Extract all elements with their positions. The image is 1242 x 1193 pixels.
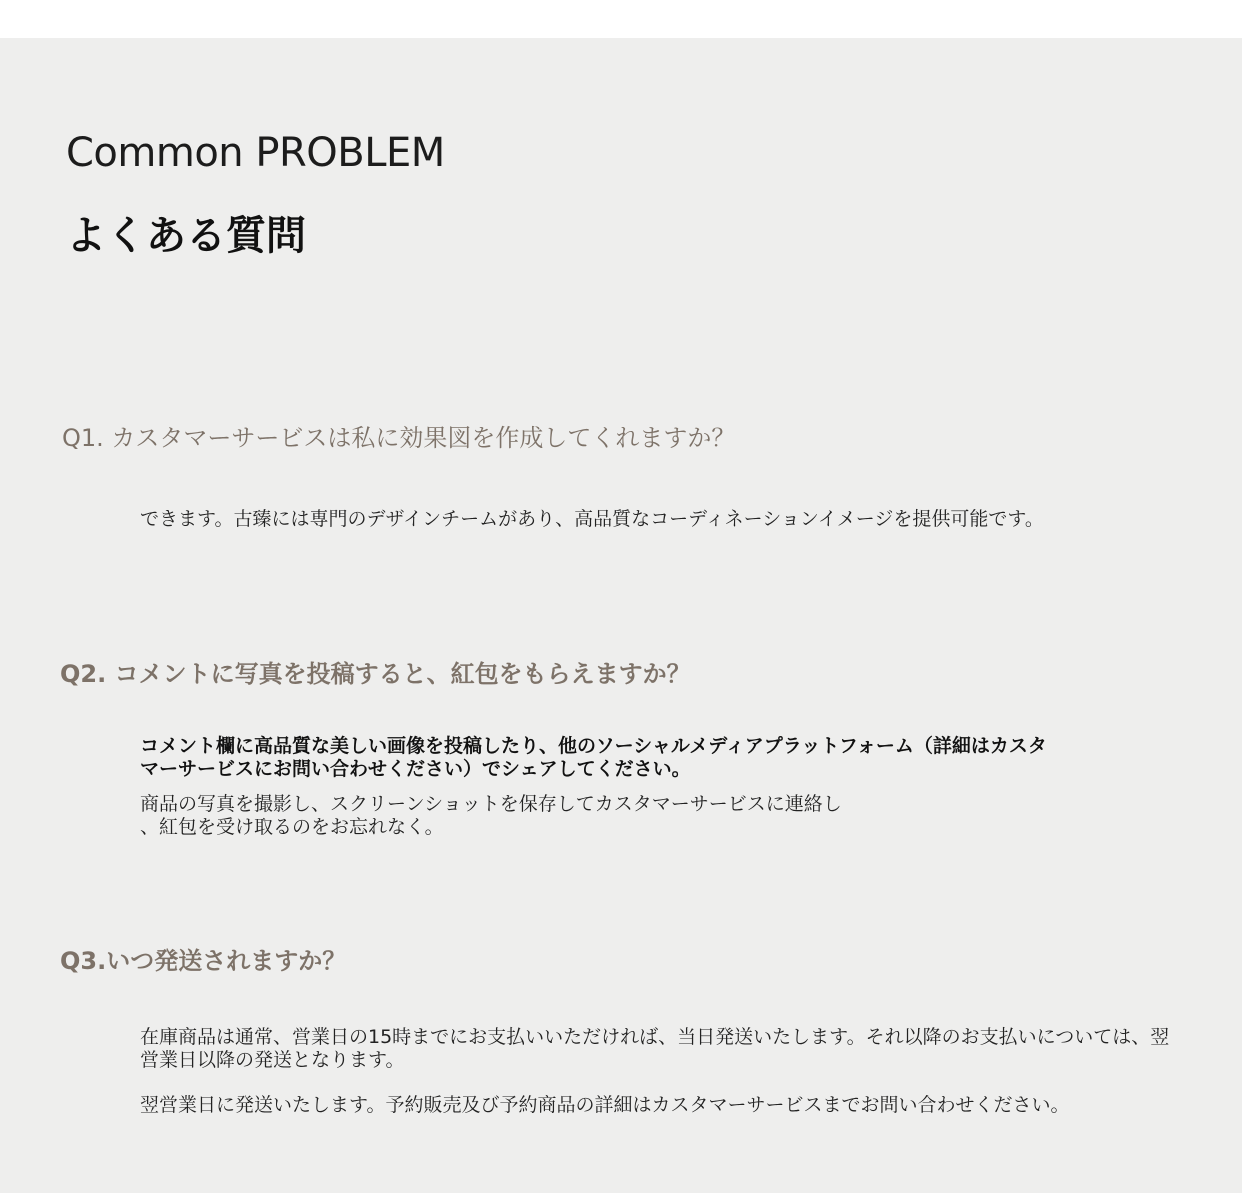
faq-answer-2-line-1: 商品の写真を撮影し、スクリーンショットを保存してカスタマーサービスに連絡し: [140, 793, 842, 815]
faq-answer-2-highlight: [140, 735, 1047, 781]
faq-question-3: Q3.いつ発送されますか？: [60, 947, 347, 975]
faq-answer-2-highlight-line-2: マーサービスにお問い合わせください）でシェアしてください。: [140, 758, 691, 780]
faq-answer-2-line-2: 、紅包を受け取るのをお忘れなく。: [140, 816, 444, 838]
section-title-japanese: よくある質問: [66, 213, 306, 259]
faq-page: [0, 38, 1242, 1193]
faq-answer-3-line-1: 在庫商品は通常、営業日の15時までにお支払いいただければ、当日発送いたします。それ以降のお支払いについては、翌: [140, 1026, 1170, 1048]
faq-answer-3-body: [140, 1026, 1169, 1072]
faq-answer-3-line-2: 営業日以降の発送となります。: [140, 1049, 405, 1071]
faq-answer-3-note: 翌営業日に発送いたします。予約販売及び予約商品の詳細はカスタマーサービスまでお問い合わせください。: [140, 1094, 1070, 1116]
faq-answer-1: できます。古臻には専門のデザインチームがあり、高品質なコーディネーションイメージを提供可能です。: [140, 508, 1044, 530]
section-title-english: Common PROBLEM: [66, 130, 445, 176]
faq-answer-2-highlight-line-1: コメント欄に高品質な美しい画像を投稿したり、他のソーシャルメディアプラットフォーム（詳細はカスタ: [140, 735, 1047, 757]
faq-question-2: Q2. コメントに写真を投稿すると、紅包をもらえますか？: [60, 660, 691, 688]
faq-answer-2-body: [140, 793, 842, 839]
faq-question-1: Q1. カスタマーサービスは私に効果図を作成してくれますか？: [62, 424, 736, 452]
